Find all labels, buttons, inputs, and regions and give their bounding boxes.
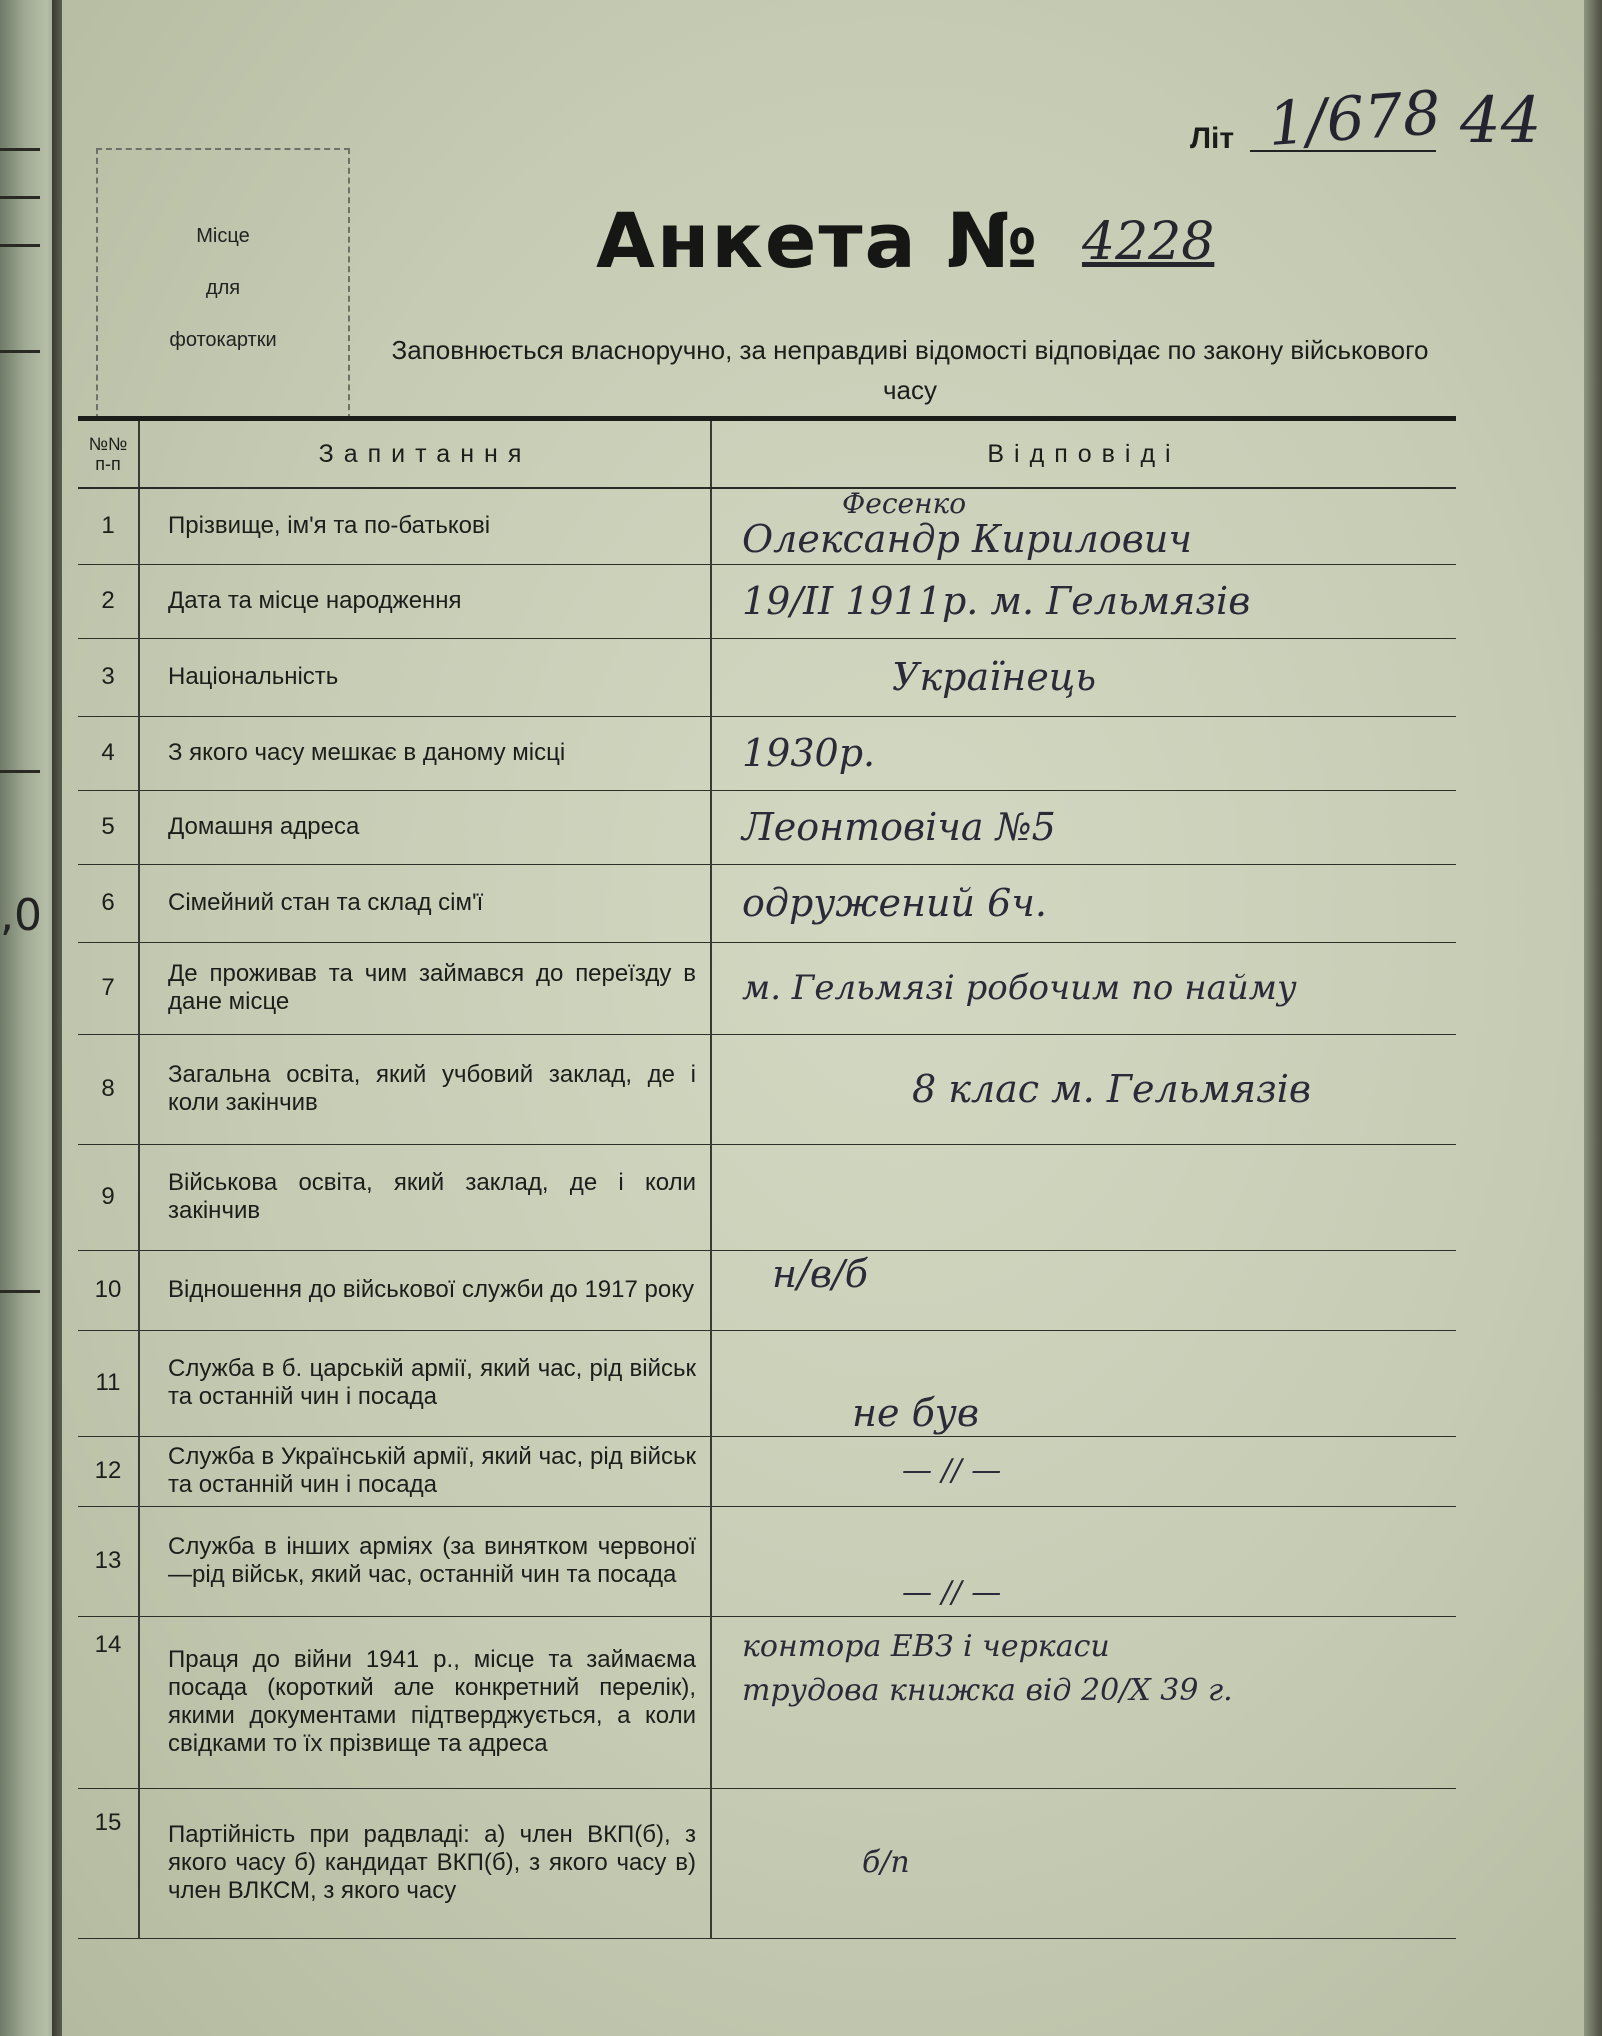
table-row: [78, 716, 1456, 790]
table-row: [78, 1250, 1456, 1330]
table-row: [78, 942, 1456, 1034]
photo-label-line: фотокартки: [169, 329, 277, 351]
row-question: Служба в інших арміях (за винятком червоної—рід військ, який час, останній чин та посада: [139, 1506, 711, 1616]
table-row: [78, 1506, 1456, 1616]
table-row: [78, 864, 1456, 942]
table-row: [78, 1436, 1456, 1506]
row-answer: одружений 6ч.: [711, 864, 1456, 942]
row-answer: 8 клас м. Гельмязів: [711, 1034, 1456, 1144]
row-question: Сімейний стан та склад сім'ї: [139, 864, 711, 942]
row-number: 3: [78, 638, 139, 716]
table-row: [78, 1330, 1456, 1436]
lit-value: 1/678: [1265, 78, 1444, 160]
margin-mark: ,0: [0, 890, 42, 941]
row-answer: [711, 1144, 1456, 1250]
row-number: 1: [78, 488, 139, 564]
row-answer: Українець: [711, 638, 1456, 716]
answer-line: контора ЕВЗ і черкаси: [742, 1628, 1110, 1664]
lit-label: Літ: [1190, 122, 1235, 155]
photo-label-line: Місце: [196, 225, 250, 247]
page-stub: [0, 196, 40, 199]
table-row: [78, 1144, 1456, 1250]
row-question: Домашня адреса: [139, 790, 711, 864]
row-number: 11: [78, 1330, 139, 1436]
row-question: З якого часу мешкає в даному місці: [139, 716, 711, 790]
row-number: 9: [78, 1144, 139, 1250]
row-answer: — // —: [711, 1506, 1456, 1616]
row-number: 8: [78, 1034, 139, 1144]
row-answer: 19/II 1911р. м. Гельмязів: [711, 564, 1456, 638]
row-answer: [711, 488, 1456, 564]
row-answer: — // —: [711, 1436, 1456, 1506]
row-question: Дата та місце народження: [139, 564, 711, 638]
form-title: Анкета №: [596, 196, 1040, 285]
sheet-number: 44: [1460, 84, 1542, 158]
header-question: Запитання: [139, 419, 711, 489]
page-stub: [0, 1290, 40, 1293]
row-number: 12: [78, 1436, 139, 1506]
row-answer: н/в/б: [711, 1250, 1456, 1330]
answer-line: трудова книжка від 20/X 39 г.: [742, 1672, 1233, 1708]
row-question: Військова освіта, який заклад, де і коли закінчив: [139, 1144, 711, 1250]
row-number: 2: [78, 564, 139, 638]
row-answer: не був: [711, 1330, 1456, 1436]
row-answer: [711, 1616, 1456, 1788]
row-answer: Леонтовіча №5: [711, 790, 1456, 864]
table-row: [78, 1788, 1456, 1938]
row-number: 5: [78, 790, 139, 864]
row-question: Загальна освіта, який учбовий заклад, де і коли закінчив: [139, 1034, 711, 1144]
row-answer: б/п: [711, 1788, 1456, 1938]
row-number: 7: [78, 942, 139, 1034]
form-number: 4228: [1082, 212, 1215, 272]
page-right-edge: [1584, 0, 1602, 2036]
row-number: 10: [78, 1250, 139, 1330]
photo-placeholder: [96, 148, 350, 420]
table-row: [78, 1616, 1456, 1788]
row-answer: 1930р.: [711, 716, 1456, 790]
row-question: Служба в б. царській армії, який час, рід військ та останній чин і посада: [139, 1330, 711, 1436]
row-question: Відношення до військової служби до 1917 року: [139, 1250, 711, 1330]
table-row: [78, 638, 1456, 716]
row-number: 4: [78, 716, 139, 790]
row-question: Праця до війни 1941 р., місце та займаєма посада (короткий але конкретний перелік), якими документами підтверджується, а коли свідками то їх прізвище та адреса: [139, 1616, 711, 1788]
photo-label-line: для: [205, 277, 241, 299]
page-stub: [0, 770, 40, 773]
table-row: [78, 564, 1456, 638]
page-stub: [0, 350, 40, 353]
header-number: №№ п-п: [78, 419, 139, 489]
form-subtitle: Заповнюється власноручно, за неправдиві відомості відповідає по закону військового часу: [391, 335, 1429, 405]
header-answer: Відповіді: [711, 419, 1456, 489]
table-row: [78, 790, 1456, 864]
name-handwritten: Олександр Кирилович: [742, 517, 1192, 562]
row-number: 14: [78, 1616, 139, 1788]
row-answer: м. Гельмязі робочим по найму: [711, 942, 1456, 1034]
row-number: 6: [78, 864, 139, 942]
table-row: [78, 488, 1456, 564]
row-number: 15: [78, 1788, 139, 1938]
page-stub: [0, 244, 40, 247]
row-question: Національність: [139, 638, 711, 716]
table-header-row: [78, 419, 1456, 489]
table-row: [78, 1034, 1456, 1144]
row-question: Де проживав та чим займався до переїзду в дане місце: [139, 942, 711, 1034]
questionnaire-table: [78, 416, 1456, 1939]
row-number: 13: [78, 1506, 139, 1616]
row-question: Прізвище, ім'я та по-батькові: [139, 488, 711, 564]
page-stub: [0, 148, 40, 151]
surname-handwritten: Фесенко: [842, 487, 967, 521]
row-question: Партійність при радвладі: а) член ВКП(б), з якого часу б) кандидат ВКП(б), з якого часу в) член ВЛКСМ, з якого часу: [139, 1788, 711, 1938]
row-question: Служба в Українській армії, який час, рід військ та останній чин і посада: [139, 1436, 711, 1506]
